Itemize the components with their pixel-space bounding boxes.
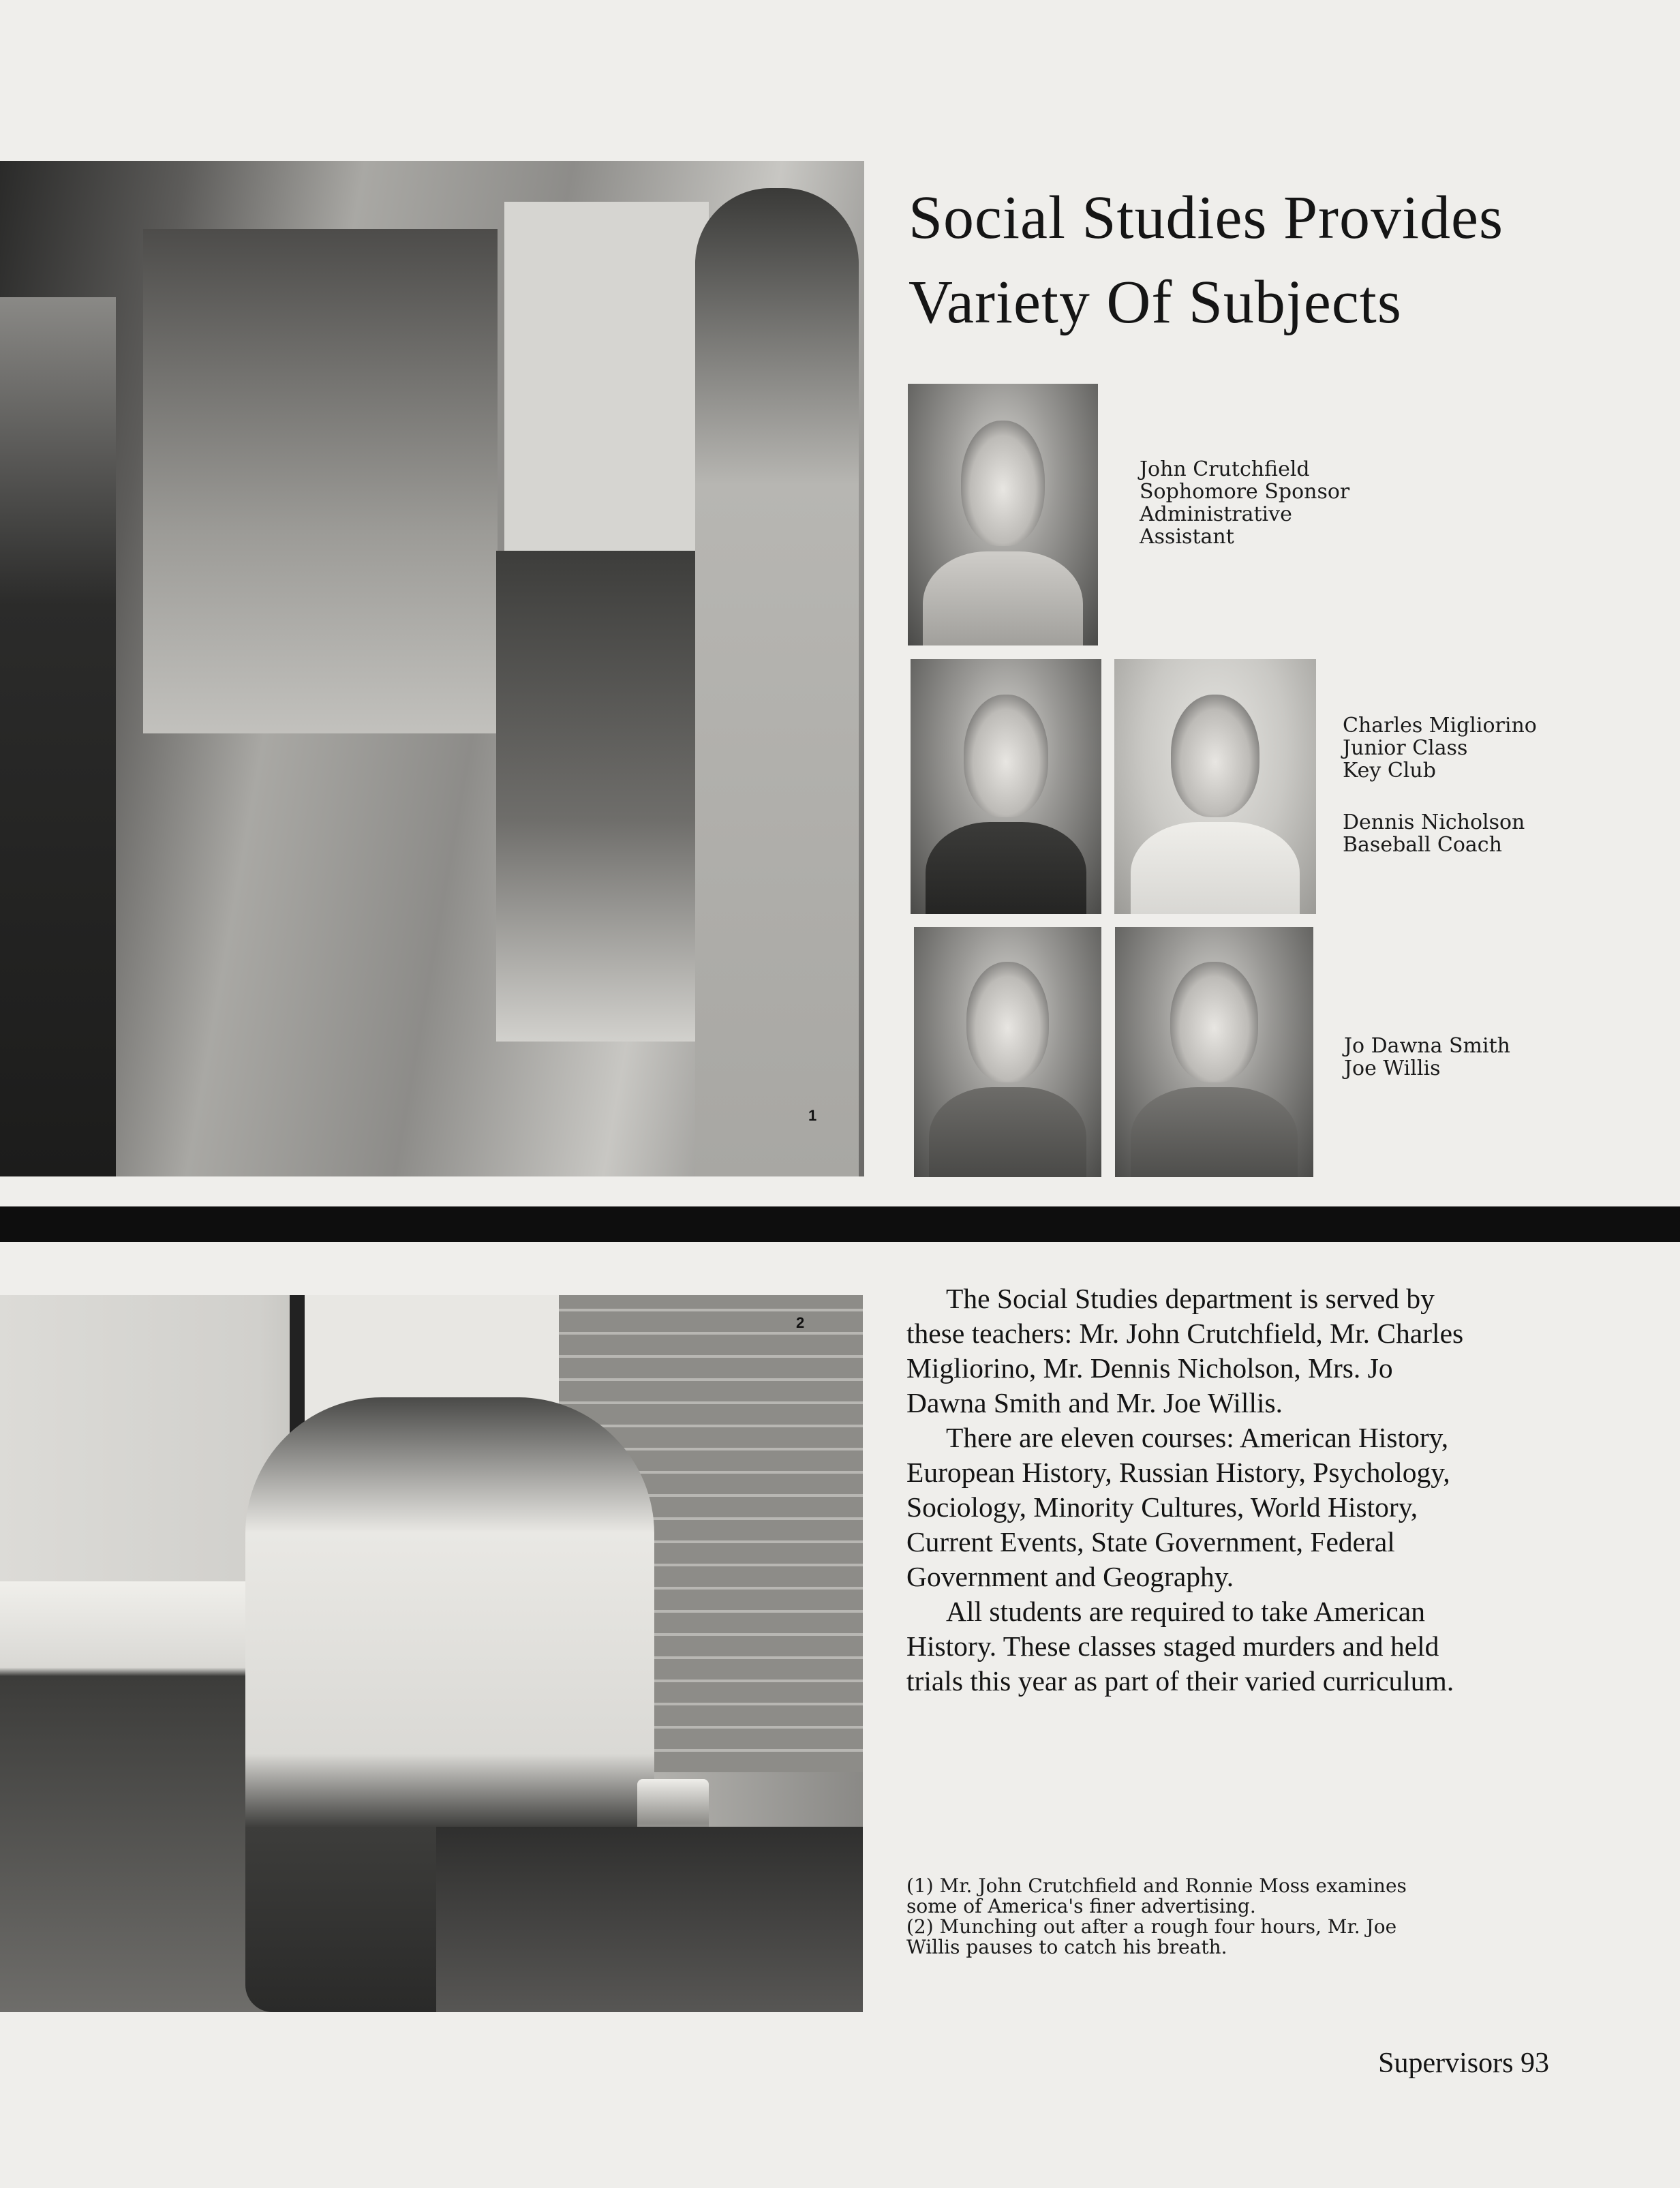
caption-line: Dennis Nicholson: [1343, 810, 1525, 834]
caption-line: Junior Class: [1343, 736, 1468, 760]
caption-crutchfield: [1140, 458, 1349, 548]
photo-caption-1: (1) Mr. John Crutchfield and Ronnie Moss examines some of America's finer advertising.: [906, 1874, 1407, 1917]
portrait-shoulders: [923, 551, 1082, 645]
caption-line: Assistant: [1140, 525, 1234, 549]
caption-nicholson: [1343, 811, 1525, 856]
caption-line: Jo Dawna Smith: [1344, 1034, 1510, 1058]
caption-smith-willis: [1344, 1035, 1510, 1080]
caption-line: Sophomore Sponsor: [1140, 480, 1350, 504]
portrait-shoulders: [929, 1087, 1086, 1177]
portrait-shoulders: [926, 822, 1086, 914]
poster-newspaper: [496, 551, 714, 1042]
portrait-head: [1171, 695, 1259, 817]
caption-migliorino: [1343, 714, 1537, 782]
article-body: [906, 1281, 1472, 1699]
section-divider-bar: [0, 1206, 1680, 1242]
caption-line: Joe Willis: [1344, 1057, 1441, 1080]
desk: [0, 1581, 286, 2012]
caption-line: John Crutchfield: [1140, 457, 1310, 481]
portrait-shoulders: [1131, 822, 1300, 914]
photo-number-2: 2: [796, 1314, 805, 1331]
portrait-john-crutchfield: [908, 384, 1098, 645]
photo-caption-2: (2) Munching out after a rough four hours, Mr. Joe Willis pauses to catch his breath.: [906, 1915, 1397, 1958]
table-top: [436, 1827, 863, 2012]
portrait-jo-dawna-smith: [914, 927, 1101, 1177]
portrait-head: [966, 962, 1049, 1082]
portrait-joe-willis: [1115, 927, 1313, 1177]
portrait-head: [961, 421, 1045, 546]
portrait-shoulders: [1131, 1087, 1297, 1177]
poster-care-package: [143, 229, 498, 733]
portrait-dennis-nicholson: [1114, 659, 1316, 914]
caption-line: Administrative: [1140, 502, 1292, 526]
portrait-head: [964, 695, 1048, 817]
page-title: Social Studies Provides Variety Of Subjects: [908, 184, 1503, 336]
body-paragraph: There are eleven courses: American History, European History, Russian History, Psychology, Sociology, Minority Cultures, World History, Current Events, State Government, Federal Government and Geography.: [906, 1422, 1450, 1592]
page-folio: Supervisors 93: [1378, 2048, 1549, 2079]
photo-teacher-lunch: [0, 1295, 863, 2012]
student-figure: [0, 297, 116, 1176]
body-paragraph: The Social Studies department is served by these teachers: Mr. John Crutchfield, Mr. Charles Migliorino, Mr. Dennis Nicholson, Mrs. Jo Dawna Smith and Mr. Joe Willis.: [906, 1283, 1464, 1418]
photo-classroom-advertising: [0, 161, 864, 1176]
portrait-charles-migliorino: [911, 659, 1101, 914]
photo-number-1: 1: [808, 1107, 817, 1124]
body-paragraph: All students are required to take American History. These classes staged murders and held trials this year as part of their varied curriculum.: [906, 1596, 1454, 1697]
caption-line: Charles Migliorino: [1343, 714, 1537, 738]
portrait-head: [1170, 962, 1257, 1082]
photo-captions: [906, 1876, 1438, 1958]
caption-line: Key Club: [1343, 759, 1436, 782]
caption-line: Baseball Coach: [1343, 833, 1502, 857]
teacher-figure: [695, 188, 859, 1176]
